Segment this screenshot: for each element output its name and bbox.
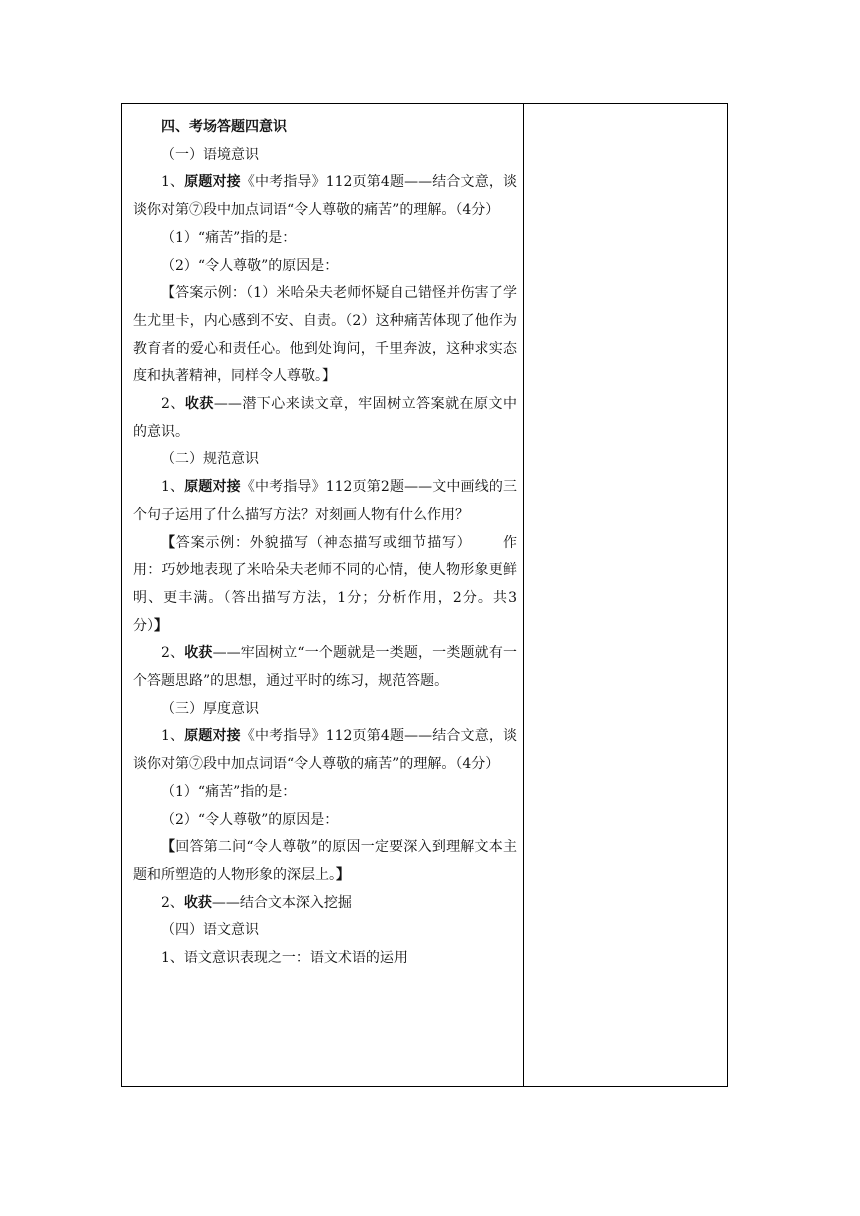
s3-q1-text: 《中考指导》112页第4题——结合文意，谈谈你对第⑦段中加点词语“令人尊敬的痛苦”的理解。（4分） (133, 728, 517, 773)
s3-q2-bold-label: 收获 (183, 894, 212, 911)
s2-answer-text: 答案示例：外貌描写（神态描写或细节描写） 作用：巧妙地表现了米哈朵夫老师不同的心情，使人物形象更鲜明、更丰满。（答出描写方法，1分；分析作用，2分。共3分） (133, 534, 518, 634)
s3-sub-2: （2）“令人尊敬”的原因是： (161, 811, 339, 828)
s3-q1-number: 1、 (161, 728, 185, 745)
s3-header: （三）厚度意识 (161, 700, 259, 717)
s3-question-2 (133, 890, 517, 918)
s2-q2-number: 2、 (161, 645, 185, 662)
s2-answer-close: 】 (154, 617, 168, 634)
s2-q1-text: 《中考指导》112页第2题——文中画线的三个句子运用了什么描写方法？对刻画人物有什么作用？ (133, 479, 517, 523)
s1-question-2 (133, 391, 517, 446)
s2-q2-bold-label: 收获 (184, 645, 213, 662)
s1-q2-bold-label: 收获 (184, 396, 214, 413)
right-empty-cell (524, 104, 727, 1086)
s1-q1-number: 1、 (161, 174, 185, 191)
s1-q2-text: ——潜下心来读文章，牢固树立答案就在原文中的意识。 (133, 396, 517, 440)
s1-sub-1: （1）“痛苦”指的是： (161, 229, 297, 246)
s2-header: （二）规范意识 (161, 451, 259, 468)
s1-answer: 【答案示例：（1）米哈朵夫老师怀疑自己错怪并伤害了学生尤里卡，内心感到不安、自责。（2）这种痛苦体现了他作为教育者的爱心和责任心。他到处询问，千里奔波，这种求实态度和执著精神，同样令人尊敬。】 (133, 285, 517, 385)
s3-note-open: 【 (161, 839, 176, 856)
s1-header: （一）语境意识 (161, 146, 259, 163)
s2-q2-text: ——牢固树立“一个题就是一类题，一类题就有一个答题思路”的思想，通过平时的练习，规范答题。 (133, 645, 517, 690)
section-title: 四、考场答题四意识 (161, 119, 287, 135)
s2-answer (133, 530, 517, 641)
s3-note (133, 834, 517, 889)
s2-q1-number: 1、 (161, 479, 185, 496)
s1-question-1 (133, 169, 517, 224)
s2-answer-open: 【 (161, 534, 176, 551)
s3-note-text: 回答第二问“令人尊敬”的原因一定要深入到理解文本主题和所塑造的人物形象的深层上。 (133, 839, 517, 883)
s3-sub-1: （1）“痛苦”指的是： (161, 783, 297, 800)
s1-sub-2: （2）“令人尊敬”的原因是： (161, 257, 339, 274)
s2-question-2 (133, 640, 517, 695)
left-cell-content (133, 114, 517, 973)
s4-item-1: 1、语文意识表现之一：语文术语的运用 (161, 950, 408, 967)
s2-q1-bold-label: 原题对接 (184, 479, 241, 496)
s1-q1-text: 《中考指导》112页第4题——结合文意，谈谈你对第⑦段中加点词语“令人尊敬的痛苦”的理解。（4分） (133, 174, 517, 219)
s3-question-1 (133, 723, 517, 778)
s4-header: （四）语文意识 (161, 922, 259, 939)
s3-q2-number: 2、 (161, 894, 184, 911)
s1-q2-number: 2、 (161, 396, 185, 413)
s2-question-1 (133, 474, 517, 529)
s1-q1-bold-label: 原题对接 (184, 174, 241, 191)
s3-note-close: 】 (336, 866, 350, 883)
s3-q2-text: ——结合文本深入挖掘 (211, 894, 352, 911)
lesson-table (121, 103, 728, 1087)
s3-q1-bold-label: 原题对接 (184, 728, 241, 745)
